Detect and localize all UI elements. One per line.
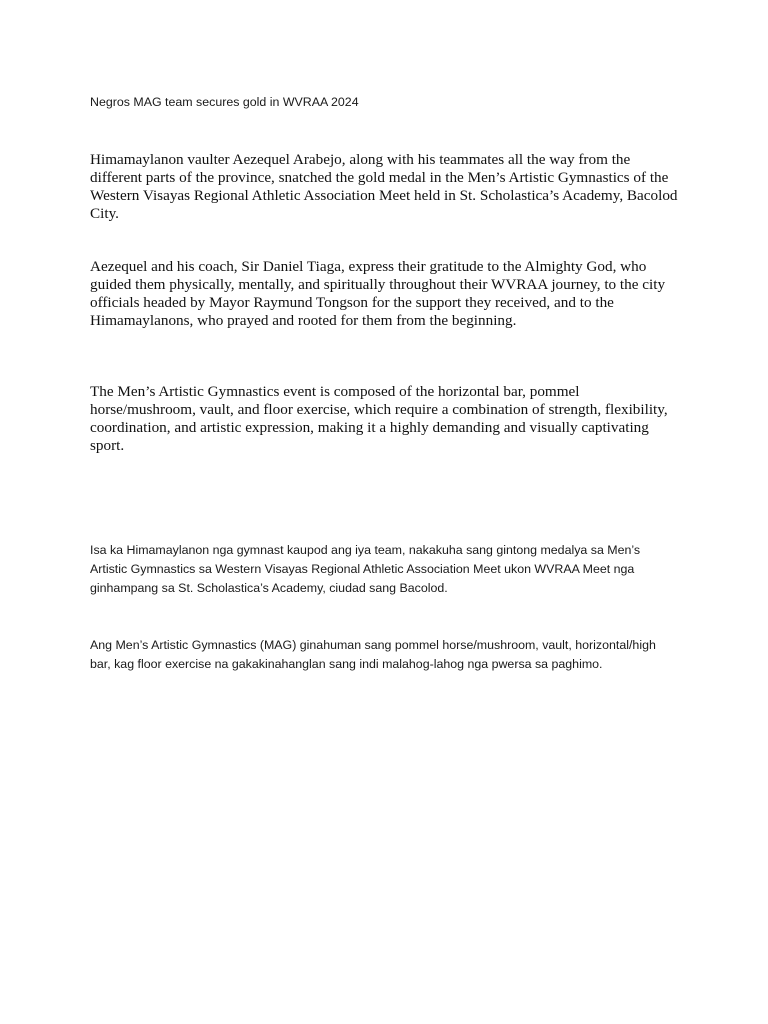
paragraph-english-3: The Men’s Artistic Gymnastics event is composed of the horizontal bar, pommel horse/mushroom, vault, and floor exercise, which require a combination of strength, flexibility, coordination, and artistic expression, making it a highly demanding and visually captivating sport. [90, 383, 668, 454]
paragraph-hiligaynon-1: Isa ka Himamaylanon nga gymnast kaupod ang iya team, nakakuha sang gintong medalya sa Men’s Artistic Gymnastics sa Western Visayas Regional Athletic Association Meet ukon WVRAA Meet nga ginhampang sa St. Scholastica’s Academy, ciudad sang Bacolod. [90, 543, 641, 595]
document-title: Negros MAG team secures gold in WVRAA 2024 [90, 95, 359, 109]
paragraph-english-2: Aezequel and his coach, Sir Daniel Tiaga, express their gratitude to the Almighty God, who guided them physically, mentally, and spiritually throughout their WVRAA journey, to the city officials headed by Mayor Raymund Tongson for the support they received, and to the Himamaylanons, who prayed and rooted for them from the beginning. [90, 258, 666, 329]
paragraph-english-1: Himamaylanon vaulter Aezequel Arabejo, along with his teammates all the way from the different parts of the province, snatched the gold medal in the Men’s Artistic Gymnastics of the Western Visayas Regional Athletic Association Meet held in St. Scholastica’s Academy, Bacolod City. [90, 151, 678, 222]
paragraph-hiligaynon-2: Ang Men’s Artistic Gymnastics (MAG) ginahuman sang pommel horse/mushroom, vault, horizontal/high bar, kag floor exercise na gakakinahanglan sang indi malahog-lahog nga pwersa sa paghimo. [90, 638, 656, 671]
